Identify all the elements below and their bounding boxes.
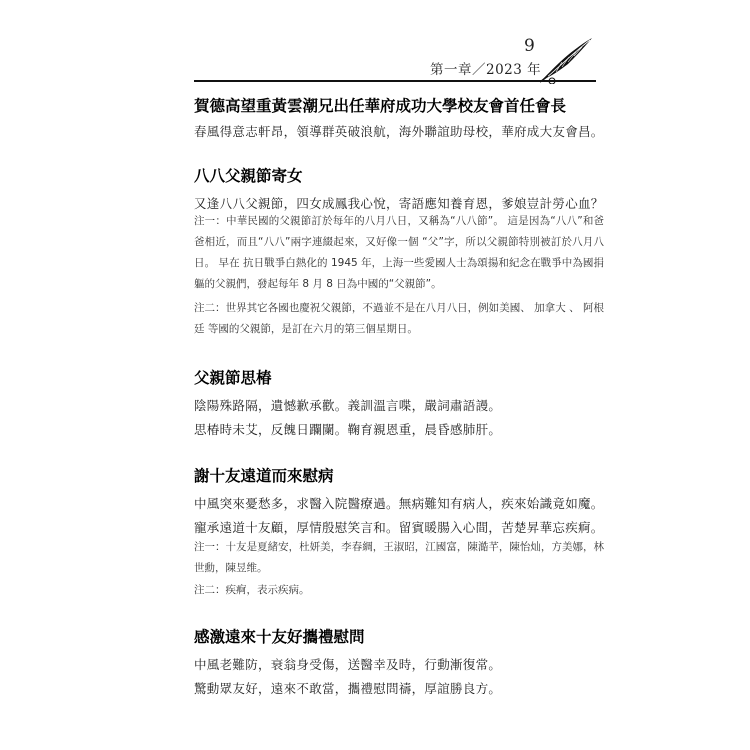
poem-line: 驚動眾友好，遠來不敢當，攜禮慰問禱，厚誼勝良方。 (194, 681, 502, 696)
page-number: 9 (524, 36, 535, 56)
poem-line: 中風老難防，衰翁身受傷，送醫幸及時，行動漸復常。 (194, 657, 502, 672)
running-header: 第一章／2023 年 (430, 62, 542, 78)
poem-line: 又逢八八父親節，四女成鳳我心悅，寄語應知養育恩，爹娘豈計勞心血？ (194, 196, 604, 211)
header-rule (194, 80, 596, 82)
page-content (194, 90, 604, 697)
footnote: 注二：疾痾，表示疾病。 (194, 584, 310, 596)
section-title: 八八父親節寄女 (194, 167, 303, 185)
section-5 (194, 625, 604, 697)
section-title: 父親節思椿 (194, 369, 272, 387)
poem-line: 春風得意志軒昂，領導群英破浪航，海外聯誼助母校，華府成大友會昌。 (194, 124, 604, 139)
poem-line: 寵承遠道十友顧，厚情殷慰笑言和。留賓暖腸入心間，苦楚昇華忘疾痾。 (194, 520, 604, 535)
section-2 (194, 164, 604, 340)
section-1 (194, 94, 604, 140)
section-4 (194, 464, 604, 601)
section-title: 感激遠來十友好攜禮慰問 (194, 628, 365, 646)
footnote: 注一：十友是夏緒安，杜妍美，李春綢，王淑昭，江國富，陳澔芊，陳怡灿，方美娜，林世勳，陳昱维。 (194, 541, 604, 574)
section-3 (194, 366, 604, 438)
footnote: 注一：中華民國的父親節訂於每年的八月八日，又稱為“八八節”。 這是因為“八八”和爸爸相近，而且“八八”兩字連綴起來，又好像一個 “父”字，所以父親節特別被訂於八月八日。 早在 抗日戰爭白熱化的 1945 年，上海一些愛國人士為頌揚和紀念在戰爭中為國捐軀的父親們，發起每年 8 月 8 日為中國的“父親節”。 (194, 215, 604, 290)
section-title: 謝十友遠道而來慰病 (194, 467, 334, 485)
poem-line: 陰陽殊路隔，遺憾歉承歡。義訓溫言喋，嚴詞肅語謾。 (194, 398, 502, 413)
footnote: 注二：世界其它各國也慶祝父親節，不過並不是在八月八日，例如美國、 加拿大 、 阿根廷 等國的父親節，是訂在六月的第三個星期日。 (194, 302, 604, 335)
poem-line: 思椿時未艾，反餽日躝闌。鞠育親恩重，晨昏感肺肝。 (194, 422, 502, 437)
quill-pen-icon (538, 34, 594, 84)
section-title: 賀德高望重黃雲潮兄出任華府成功大學校友會首任會長 (194, 97, 567, 115)
poem-line: 中風突來憂愁多，求醫入院醫療過。無病難知有病人，疾來始識竟如魔。 (194, 496, 604, 511)
